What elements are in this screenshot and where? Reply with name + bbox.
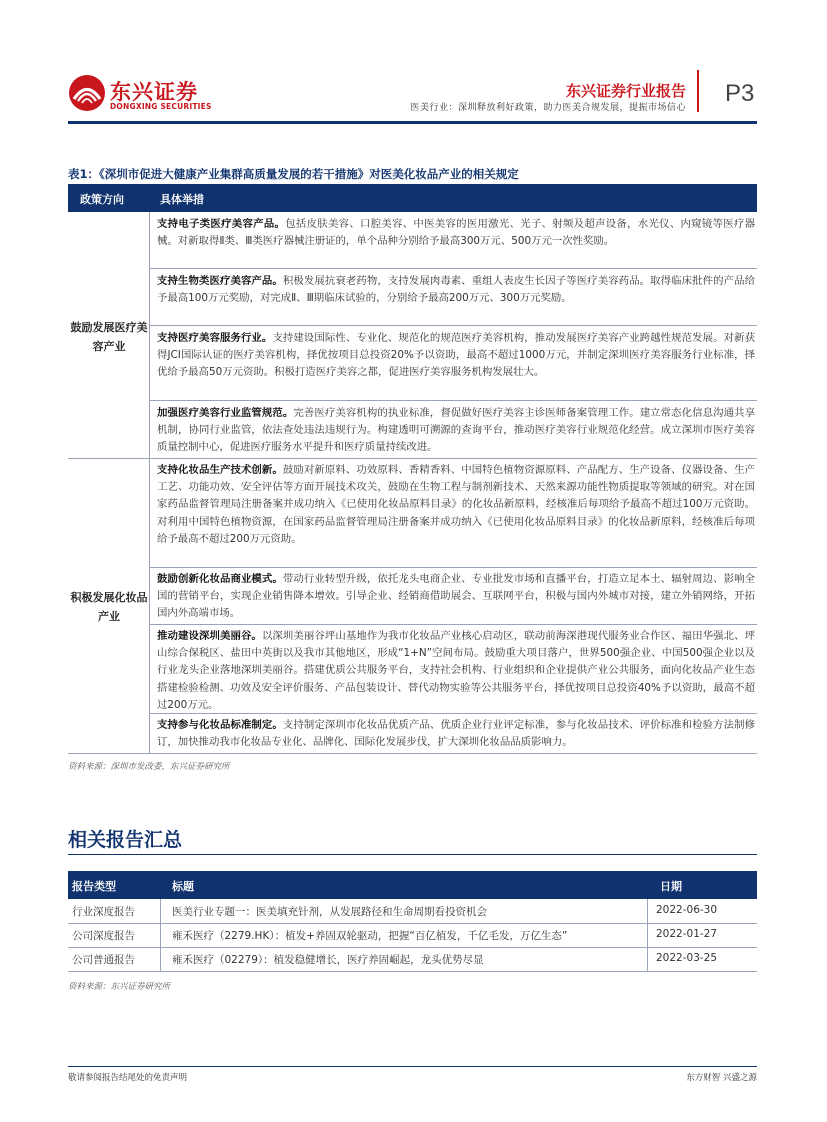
- report-series-title: 东兴证券行业报告: [565, 82, 686, 100]
- related-table-header: [68, 871, 757, 899]
- table-row: 鼓励创新化妆品商业模式。带动行业转型升级，依托龙头电商企业、专业批发市场和直播平台，打造立足本土、辐射周边、影响全国的营销平台，实现企业销售降本增效。引导企业、经销商借助展会、互联网平台，积极与国内外城市对接，建立外销网络，开拓国内外高端市场。: [157, 573, 756, 620]
- report-title[interactable]: 雍禾医疗（02279）：植发稳健增长，医疗养固崛起，龙头优势尽显: [172, 954, 484, 966]
- table-bottom-rule: [68, 971, 757, 972]
- table-row: [68, 947, 757, 971]
- report-date: 2022-03-25: [656, 952, 718, 964]
- row-divider: [150, 325, 757, 326]
- section-title: 相关报告汇总: [68, 829, 183, 851]
- header-report-title: 标题: [172, 880, 194, 893]
- column-divider: [149, 212, 150, 753]
- row-divider: [150, 268, 757, 269]
- table-header: [68, 184, 757, 212]
- table-row: [68, 923, 757, 947]
- header-report-type: 报告类型: [72, 880, 116, 893]
- logo-mark-icon: [68, 74, 106, 112]
- header-divider: [697, 70, 699, 112]
- report-title[interactable]: 雍禾医疗（2279.HK）：植发+养固双轮驱动，把握“百亿植发，千亿毛发，万亿生态”: [172, 930, 568, 942]
- header-measures: 具体举措: [160, 193, 204, 206]
- header-policy-direction: 政策方向: [80, 193, 124, 206]
- logo-text-cn: 东兴证券: [110, 80, 198, 104]
- table-row: 支持医疗美容服务行业。支持建设国际性、专业化、规范化的规范医疗美容机构，推动发展医疗美容产业跨越性规范发展。对新获得JCI国际认证的医疗美容机构，择优按项目总投资20%予以资助，最高不超过1000万元，并制定深圳医疗美容服务行业标准，择优给予最高50万元资助。积极打造医疗美容之都，促进医疗美容服务机构发展壮大。: [157, 332, 756, 379]
- report-type: 公司普通报告: [72, 954, 135, 966]
- related-source: 资料来源：东兴证券研究所: [68, 982, 171, 992]
- report-type: 公司深度报告: [72, 930, 135, 942]
- row-divider: [150, 713, 757, 714]
- header-rule: [68, 121, 757, 124]
- footer-slogan: 东方财智 兴盛之源: [686, 1073, 757, 1083]
- company-logo: [68, 74, 212, 118]
- section-divider: [68, 458, 757, 459]
- header-report-date: 日期: [660, 880, 682, 893]
- section-rule: [68, 854, 757, 855]
- table-source: 资料来源：深圳市发改委，东兴证券研究所: [68, 762, 230, 772]
- logo-text-en: DONGXING SECURITIES: [110, 102, 212, 111]
- page-number: P3: [725, 80, 755, 107]
- table-row: 支持参与化妆品标准制定。支持制定深圳市化妆品优质产品、优质企业行业评定标准，参与化妆品技术、评价标准和检验方法制修订，加快推动我市化妆品专业化、品牌化、国际化发展步伐，扩大深圳化妆品品质影响力。: [157, 719, 756, 749]
- table-bottom-rule: [68, 753, 757, 754]
- table-row: 支持化妆品生产技术创新。鼓励对新原料、功效原料、香精香料、中国特色植物资源原料、产品配方、生产设备、仪器设备、生产工艺、功能功效、安全评估等方面开展技术攻关，鼓励在生物工程与制剂新技术、天然来源功能性物质提取等领域的研究。对在国家药品监督管理局注册备案并成功纳入《已使用化妆品原料目录》的化妆品新原料，经核准后每项给予最高不超过100万元资助。对利用中国特色植物资源，在国家药品监督管理局注册备案并成功纳入《已使用化妆品原料目录》的化妆品新原料，经核准后每项给予最高不超过200万元资助。: [157, 464, 756, 545]
- table-caption: 表1：《深圳市促进大健康产业集群高质量发展的若干措施》对医美化妆品产业的相关规定: [68, 167, 519, 181]
- table-row: 支持生物类医疗美容产品。积极发展抗衰老药物，支持发展肉毒素、重组人表皮生长因子等医疗美容药品。取得临床批件的产品给予最高100万元奖励，对完成Ⅱ、Ⅲ期临床试验的，分别给予最高200万元、300万元奖励。: [157, 275, 756, 305]
- table-row: [68, 899, 757, 923]
- row-divider: [150, 400, 757, 401]
- footer-rule: [68, 1066, 757, 1067]
- row-divider: [150, 624, 757, 625]
- table-row: 推动建设深圳美丽谷。以深圳美丽谷坪山基地作为我市化妆品产业核心启动区，联动前海深港现代服务业合作区、福田华强北、坪山综合保税区、盐田中英街以及我市其他地区，形成“1+N”空间布局。鼓励重大项目落户，世界500强企业、中国500强企业以及行业龙头企业落地深圳美丽谷。搭建优质公共服务平台，支持社会机构、行业组织和企业提供产业公共服务，面向化妆品产业生态搭建检验检测、功效及安全评价服务、产品包装设计、替代动物实验等公共服务平台，择优按项目总投资40%予以资助，最高不超过200万元。: [157, 630, 756, 711]
- report-type: 行业深度报告: [72, 906, 135, 918]
- category-cosmetics: 积极发展化妆品产业: [70, 591, 148, 623]
- table-row: 支持电子类医疗美容产品。包括皮肤美容、口腔美容、中医美容的医用激光、光子、射频及超声设备，水光仪、内窥镜等医疗器械。对新取得Ⅱ类、Ⅲ类医疗器械注册证的，单个品种分别给予最高300万元、500万元一次性奖励。: [157, 218, 756, 248]
- report-date: 2022-06-30: [656, 904, 718, 916]
- row-divider: [150, 567, 757, 568]
- disclaimer-note: 敬请参阅报告结尾处的免责声明: [68, 1073, 188, 1083]
- report-date: 2022-01-27: [656, 928, 718, 940]
- report-title[interactable]: 医美行业专题一：医美填充针剂，从发展路径和生命周期看投资机会: [172, 906, 487, 918]
- report-subtitle: 医美行业：深圳释放利好政策，助力医美合规发展，提振市场信心: [410, 103, 686, 113]
- category-medical-beauty: 鼓励发展医疗美容产业: [70, 321, 148, 353]
- table-row: 加强医疗美容行业监管规范。完善医疗美容机构的执业标准，督促做好医疗美容主诊医师备案管理工作。建立常态化信息沟通共享机制，协同行业监管，依法查处违法违规行为。构建透明可溯源的查询平台，推动医疗美容行业规范化经营。成立深圳市医疗美容质量控制中心，促进医疗服务水平提升和医疗质量持续改进。: [157, 407, 756, 454]
